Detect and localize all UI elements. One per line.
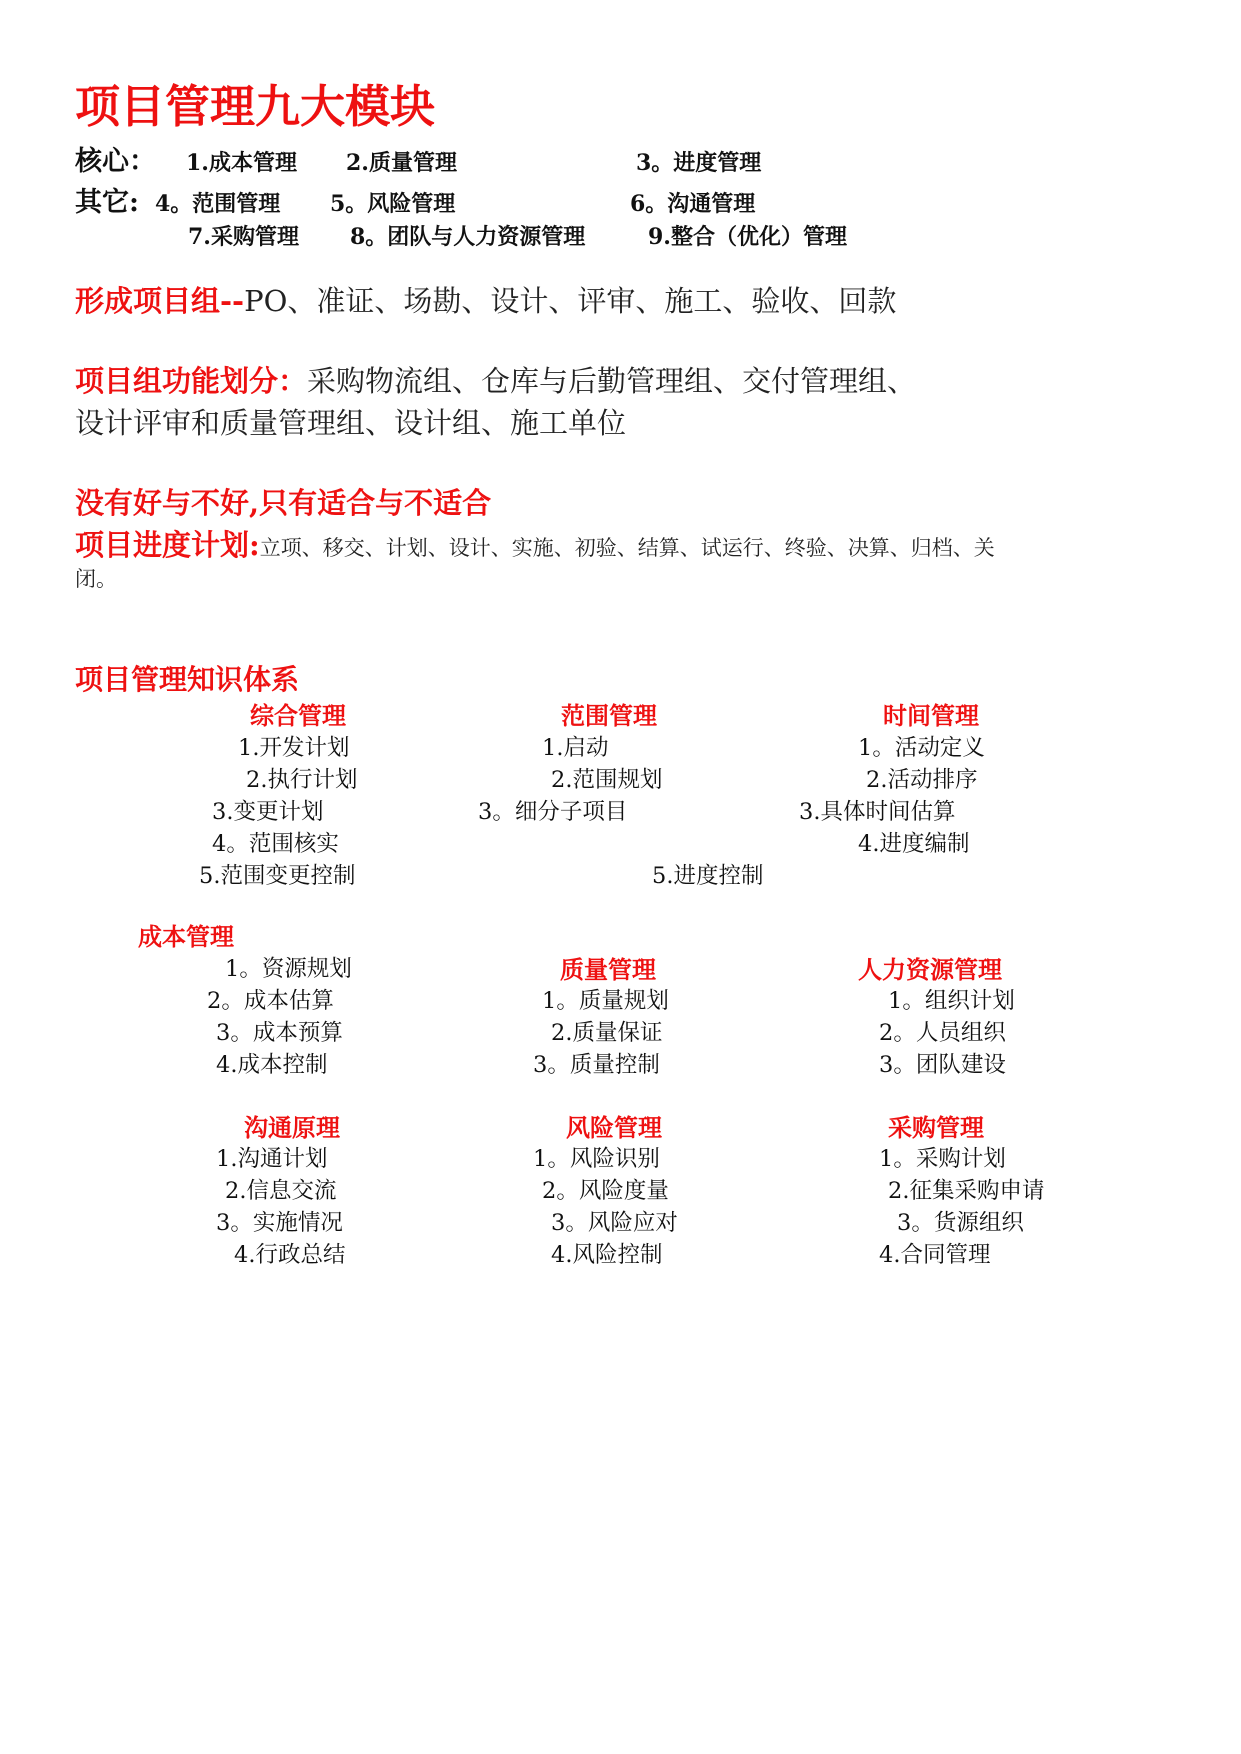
risk-item-1: 1。风险识别 [533, 1146, 660, 1172]
quality-heading: 质量管理 [560, 955, 656, 984]
schedule-text-1: 立项、移交、计划、设计、实施、初验、结算、试运行、终验、决算、归档、关 [259, 536, 995, 560]
time-item-3: 3.具体时间估算 [799, 799, 956, 825]
cost-item-1: 1。资源规划 [225, 956, 352, 982]
integration-item-4: 4。范围核实 [212, 831, 339, 857]
hr-item-2: 2。人员组织 [879, 1020, 1006, 1046]
hr-item-1: 1。组织计划 [888, 988, 1015, 1014]
risk-heading: 风险管理 [566, 1113, 662, 1142]
module-risk: 5。风险管理 [330, 191, 456, 217]
formation-line [75, 284, 897, 318]
communication-heading: 沟通原理 [244, 1113, 340, 1142]
module-communication: 6。沟通管理 [630, 191, 756, 217]
cost-item-3: 3。成本预算 [216, 1020, 343, 1046]
scope-item-3: 3。细分子项目 [478, 799, 628, 825]
module-integration: 9.整合（优化）管理 [648, 224, 847, 250]
module-procurement: 7.采购管理 [188, 224, 299, 250]
quality-item-1: 1。质量规划 [542, 988, 669, 1014]
risk-item-4: 4.风险控制 [551, 1242, 663, 1268]
scope-item-1: 1.启动 [542, 735, 609, 761]
procurement-item-2: 2.征集采购申请 [888, 1178, 1045, 1204]
procurement-heading: 采购管理 [888, 1113, 984, 1142]
integration-item-3: 3.变更计划 [212, 799, 324, 825]
integration-item-2: 2.执行计划 [246, 767, 358, 793]
module-quality: 2.质量管理 [346, 150, 457, 176]
cost-item-4: 4.成本控制 [216, 1052, 328, 1078]
schedule-line1 [75, 528, 995, 562]
module-schedule: 3。进度管理 [636, 150, 762, 176]
time-item-5: 5.进度控制 [652, 863, 764, 889]
core-label: 核心： [75, 146, 156, 177]
page-title: 项目管理九大模块 [75, 80, 436, 133]
functions-text-1: 采购物流组、仓库与后勤管理组、交付管理组、 [307, 364, 917, 398]
communication-item-4: 4.行政总结 [234, 1242, 346, 1268]
module-scope: 4。范围管理 [155, 191, 281, 217]
functions-text-2: 设计评审和质量管理组、设计组、施工单位 [75, 406, 627, 440]
schedule-label: 项目进度计划: [75, 528, 260, 562]
hr-item-3: 3。团队建设 [879, 1052, 1006, 1078]
procurement-item-4: 4.合同管理 [879, 1242, 991, 1268]
scope-heading: 范围管理 [561, 701, 657, 730]
module-team-hr: 8。团队与人力资源管理 [350, 224, 586, 250]
time-item-1: 1。活动定义 [858, 735, 985, 761]
schedule-text-2: 闭。 [75, 567, 117, 591]
module-cost: 1.成本管理 [186, 150, 297, 176]
formation-text: PO、准证、场勘、设计、评审、施工、验收、回款 [244, 284, 897, 318]
formation-label: 形成项目组-- [75, 284, 245, 318]
cost-heading: 成本管理 [138, 922, 234, 951]
knowledge-title: 项目管理知识体系 [75, 663, 300, 696]
communication-item-2: 2.信息交流 [225, 1178, 337, 1204]
time-item-4: 4.进度编制 [858, 831, 970, 857]
cost-item-2: 2。成本估算 [207, 988, 334, 1014]
procurement-item-1: 1。采购计划 [879, 1146, 1006, 1172]
scope-item-2: 2.范围规划 [551, 767, 663, 793]
risk-item-3: 3。风险应对 [551, 1210, 678, 1236]
slogan: 没有好与不好,只有适合与不适合 [75, 486, 492, 520]
quality-item-3: 3。质量控制 [533, 1052, 660, 1078]
functions-line1 [75, 364, 917, 398]
communication-item-3: 3。实施情况 [216, 1210, 343, 1236]
quality-item-2: 2.质量保证 [551, 1020, 663, 1046]
communication-item-1: 1.沟通计划 [216, 1146, 328, 1172]
integration-item-5: 5.范围变更控制 [199, 863, 356, 889]
functions-label: 项目组功能划分： [75, 364, 308, 398]
risk-item-2: 2。风险度量 [542, 1178, 669, 1204]
time-heading: 时间管理 [883, 701, 979, 730]
procurement-item-3: 3。货源组织 [897, 1210, 1024, 1236]
integration-heading: 综合管理 [250, 701, 346, 730]
other-label: 其它: [75, 187, 139, 218]
integration-item-1: 1.开发计划 [238, 735, 350, 761]
hr-heading: 人力资源管理 [858, 955, 1002, 984]
time-item-2: 2.活动排序 [866, 767, 978, 793]
